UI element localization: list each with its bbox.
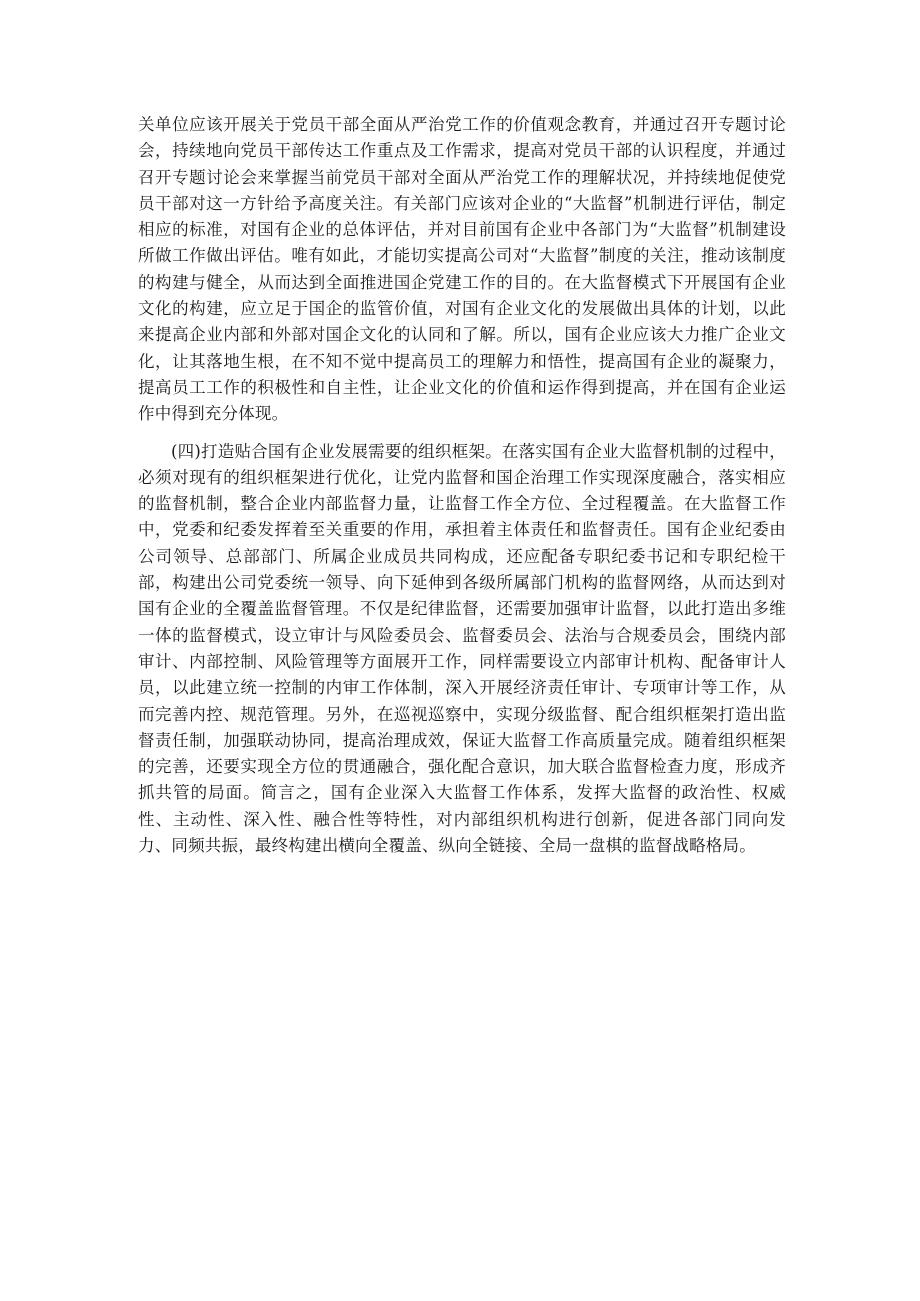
paragraph-organizational-framework: (四)打造贴合国有企业发展需要的组织框架。在落实国有企业大监督机制的过程中，必须对现有的组织框架进行优化，让党内监督和国企治理工作实现深度融合，落实相应的监督机制，整合企业内部监督力量，让监督工作全方位、全过程覆盖。在大监督工作中，党委和纪委发挥着至关重要的作用，承担着主体责任和监督责任。国有企业纪委由公司领导、总部部门、所属企业成员共同构成，还应配备专职纪委书记和专职纪检干部，构建出公司党委统一领导、向下延伸到各级所属部门机构的监督网络，从而达到对国有企业的全覆盖监督管理。不仅是纪律监督，还需要加强审计监督，以此打造出多维一体的监督模式，设立审计与风险委员会、监督委员会、法治与合规委员会，围绕内部审计、内部控制、风险管理等方面展开工作，同样需要设立内部审计机构、配备审计人员，以此建立统一控制的内审工作体制，深入开展经济责任审计、专项审计等工作，从而完善内控、规范管理。另外，在巡视巡察中，实现分级监督、配合组织框架打造出监督责任制，加强联动协同，提高治理成效，保证大监督工作高质量完成。随着组织框架的完善，还要实现全方位的贯通融合，强化配合意识，加大联合监督检查力度，形成齐抓共管的局面。简言之，国有企业深入大监督工作体系，发挥大监督的政治性、权威性、主动性、深入性、融合性等特性，对内部组织机构进行创新，促进各部门同向发力、同频共振，最终构建出横向全覆盖、纵向全链接、全局一盘棋的监督战略格局。	[138, 441, 786, 856]
paragraph-continued: 关单位应该开展关于党员干部全面从严治党工作的价值观念教育，并通过召开专题讨论会，持续地向党员干部传达工作重点及工作需求，提高对党员干部的认识程度，并通过召开专题讨论会来掌握当前党员干部对全面从严治党工作的理解状况，并持续地促使党员干部对这一方针给予高度关注。有关部门应该对企业的“大监督”机制进行评估，制定相应的标准，对国有企业的总体评估，并对目前国有企业中各部门为“大监督”机制建设所做工作做出评估。唯有如此，才能切实提高公司对“大监督”制度的关注，推动该制度的构建与健全，从而达到全面推进国企党建工作的目的。在大监督模式下开展国有企业文化的构建，应立足于国企的监管价值，对国有企业文化的发展做出具体的计划，以此来提高企业内部和外部对国企文化的认同和了解。所以，国有企业应该大力推广企业文化，让其落地生根，在不知不觉中提高员工的理解力和悟性，提高国有企业的凝聚力，提高员工工作的积极性和自主性，让企业文化的价值和运作得到提高，并在国有企业运作中得到充分体现。	[138, 115, 786, 424]
document-body	[138, 112, 786, 859]
